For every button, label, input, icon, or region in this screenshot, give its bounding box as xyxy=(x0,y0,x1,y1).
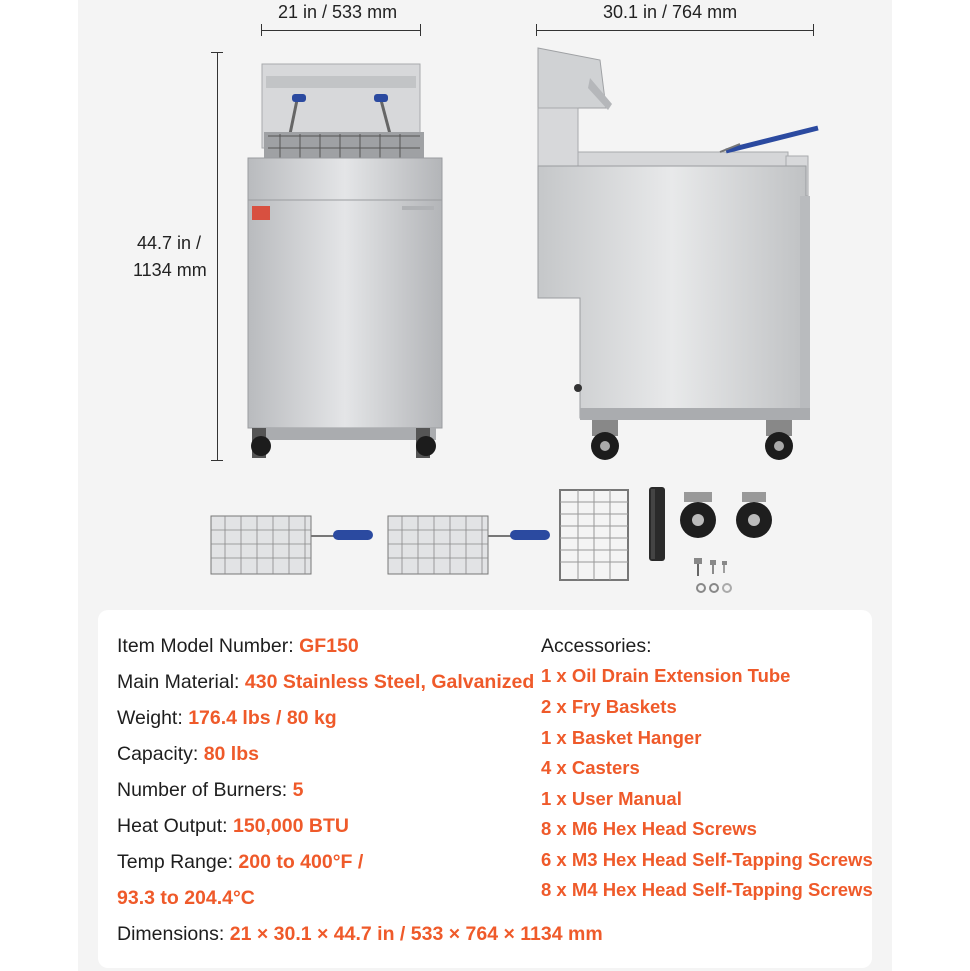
depth-tick-left xyxy=(536,24,537,36)
width-dimension-line xyxy=(261,30,421,31)
accessory-item: 1 x Basket Hanger xyxy=(541,727,702,748)
accessory-item: 8 x M6 Hex Head Screws xyxy=(541,818,757,839)
depth-dimension-line xyxy=(536,30,814,31)
spec-heat-output: Heat Output: 150,000 BTU xyxy=(117,815,349,837)
spec-temp-range: Temp Range: 200 to 400°F / xyxy=(117,851,364,873)
fry-basket-image-1 xyxy=(205,510,375,580)
spec-model-number: Item Model Number: GF150 xyxy=(117,635,359,657)
oil-drain-tube-image xyxy=(646,485,668,565)
spec-weight: Weight: 176.4 lbs / 80 kg xyxy=(117,707,337,729)
accessory-item: 6 x M3 Hex Head Self-Tapping Screws xyxy=(541,849,873,870)
spec-burners: Number of Burners: 5 xyxy=(117,779,304,801)
casters-image xyxy=(676,490,786,550)
fry-basket-image-2 xyxy=(382,510,552,580)
accessory-item: 2 x Fry Baskets xyxy=(541,696,677,717)
screws-image xyxy=(690,556,740,598)
basket-hanger-image xyxy=(558,488,632,584)
accessories-title: Accessories: xyxy=(541,635,652,657)
accessory-item: 8 x M4 Hex Head Self-Tapping Screws xyxy=(541,879,873,900)
width-tick-left xyxy=(261,24,262,36)
height-tick-bottom xyxy=(211,460,223,461)
height-dimension-line xyxy=(217,52,218,460)
depth-dimension-label: 30.1 in / 764 mm xyxy=(603,2,738,22)
depth-tick-right xyxy=(813,24,814,36)
spec-temp-range-celsius: 93.3 to 204.4°C xyxy=(117,887,255,909)
fryer-front-view xyxy=(240,48,450,468)
height-dimension-label-line1: 44.7 in / xyxy=(137,233,202,253)
spec-main-material: Main Material: 430 Stainless Steel, Galvanized xyxy=(117,671,535,693)
fryer-side-view xyxy=(530,48,830,468)
height-dimension-label-line2: 1134 mm xyxy=(133,260,207,280)
spec-capacity: Capacity: 80 lbs xyxy=(117,743,259,765)
accessory-item: 1 x Oil Drain Extension Tube xyxy=(541,665,791,686)
width-tick-right xyxy=(420,24,421,36)
accessory-item: 1 x User Manual xyxy=(541,788,682,809)
width-dimension-label: 21 in / 533 mm xyxy=(278,2,398,22)
height-tick-top xyxy=(211,52,223,53)
spec-dimensions: Dimensions: 21 × 30.1 × 44.7 in / 533 × 764 × 1134 mm xyxy=(117,923,603,945)
accessory-item: 4 x Casters xyxy=(541,757,640,778)
